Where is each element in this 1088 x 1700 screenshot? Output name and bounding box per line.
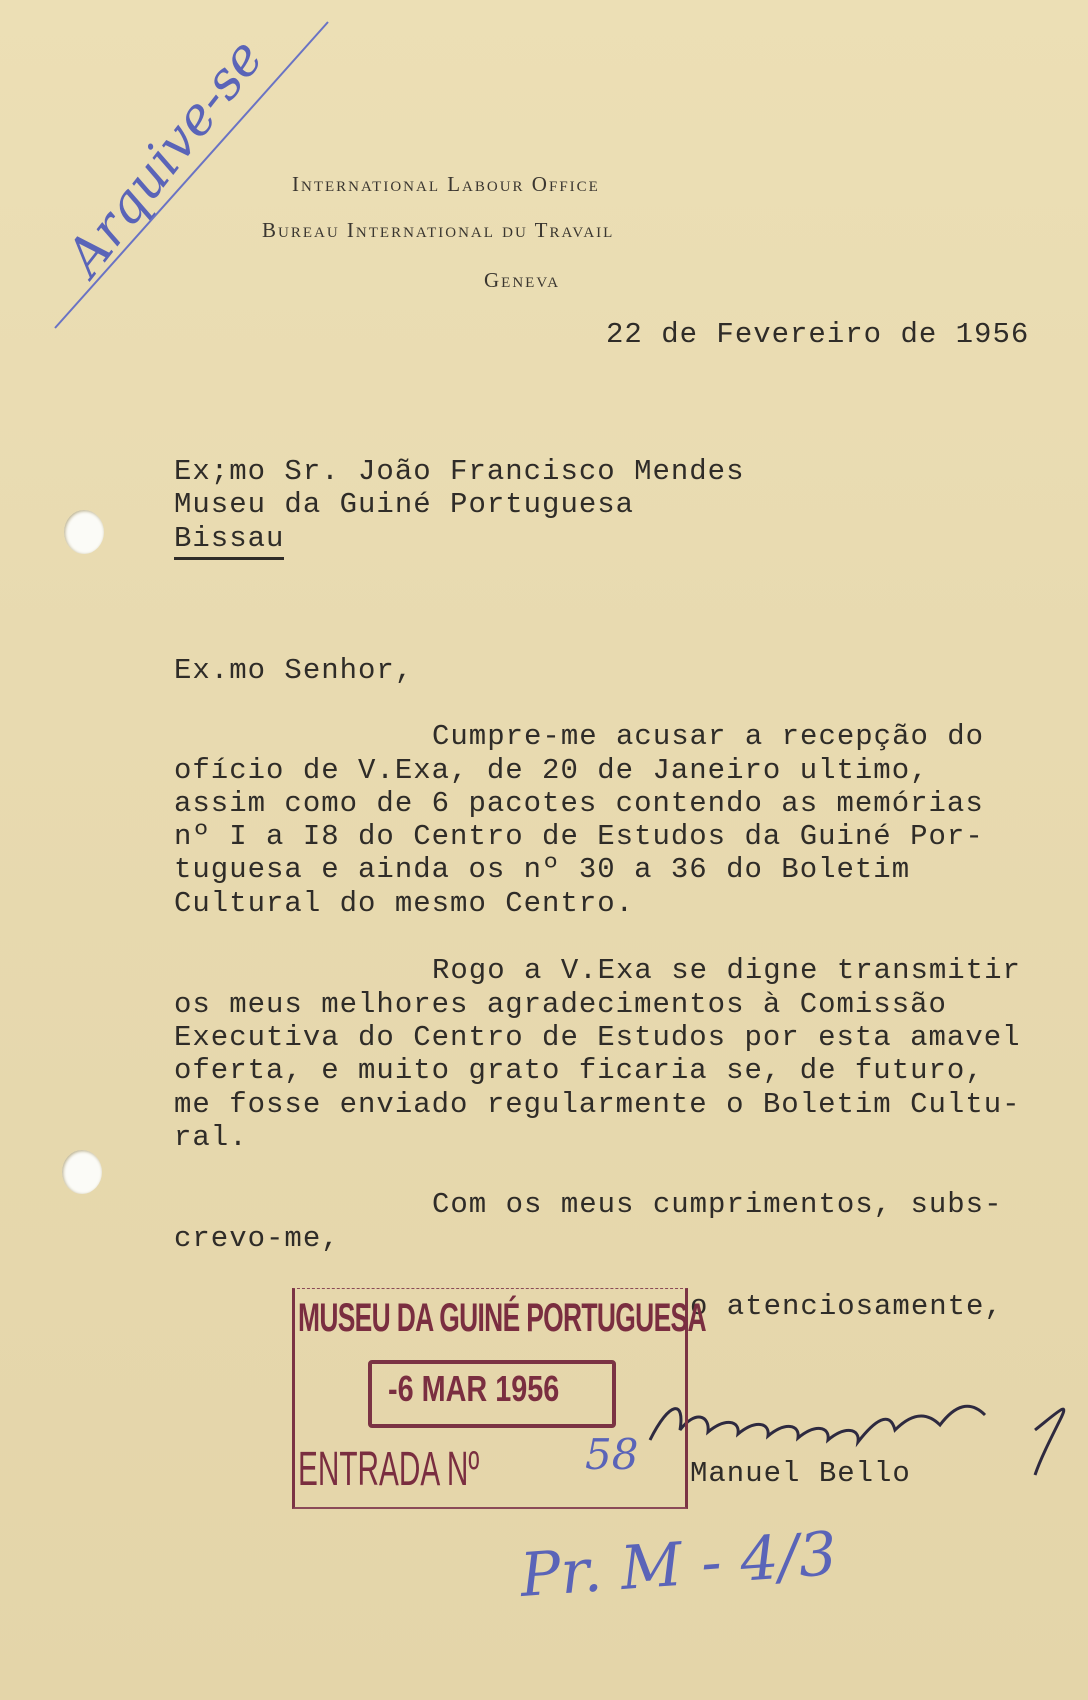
body-line: Executiva do Centro de Estudos por esta amavel [174, 1021, 1021, 1054]
salutation: Ex.mo Senhor, [174, 654, 414, 687]
handwritten-reference: Pr. M - 4/3 [517, 1519, 840, 1611]
body-line: assim como de 6 pacotes contendo as memórias [174, 787, 984, 820]
stamp-date: -6 MAR 1956 [388, 1368, 560, 1409]
body-line: ofício de V.Exa, de 20 de Janeiro ultimo, [174, 754, 929, 787]
stamp-entry-number: 58 [585, 1430, 639, 1479]
closing-line: Com os meus cumprimentos, subs- [432, 1188, 1003, 1221]
letterhead-line-2: Bureau International du Travail [262, 218, 615, 242]
punch-hole-bottom [62, 1150, 102, 1194]
handwritten-archive-note: Arquive-se [55, 28, 276, 287]
letterhead-city: Geneva [484, 268, 561, 292]
body-line: tuguesa e ainda os nº 30 a 36 do Boletim [174, 853, 911, 886]
body-line: nº I a I8 do Centro de Estudos da Guiné Por- [174, 820, 984, 853]
recipient-city: Bissau [174, 522, 284, 560]
letterhead-line-1: International Labour Office [292, 172, 600, 196]
body-line: Cumpre-me acusar a recepção do [432, 720, 985, 753]
stamp-museum-name: MUSEU DA GUINÉ PORTUGUESA [298, 1296, 706, 1340]
signatory-name: Manuel Bello [690, 1457, 911, 1490]
closing-regards: o atenciosamente, [690, 1290, 1003, 1323]
body-line: oferta, e muito grato ficaria se, de futuro, [174, 1054, 984, 1087]
closing-line: crevo-me, [174, 1222, 340, 1255]
recipient-name: Ex;mo Sr. João Francisco Mendes [174, 455, 745, 488]
punch-hole-top [64, 510, 104, 554]
body-line: me fosse enviado regularmente o Boletim Cultu- [174, 1088, 1021, 1121]
body-line: os meus melhores agradecimentos à Comissão [174, 988, 947, 1021]
recipient-institution: Museu da Guiné Portuguesa [174, 488, 635, 521]
body-line: Cultural do mesmo Centro. [174, 887, 635, 920]
stamp-entry-label: ENTRADA Nº [298, 1443, 480, 1496]
body-line: ral. [174, 1121, 248, 1154]
letter-date: 22 de Fevereiro de 1956 [606, 318, 1030, 351]
body-line: Rogo a V.Exa se digne transmitir [432, 954, 1021, 987]
